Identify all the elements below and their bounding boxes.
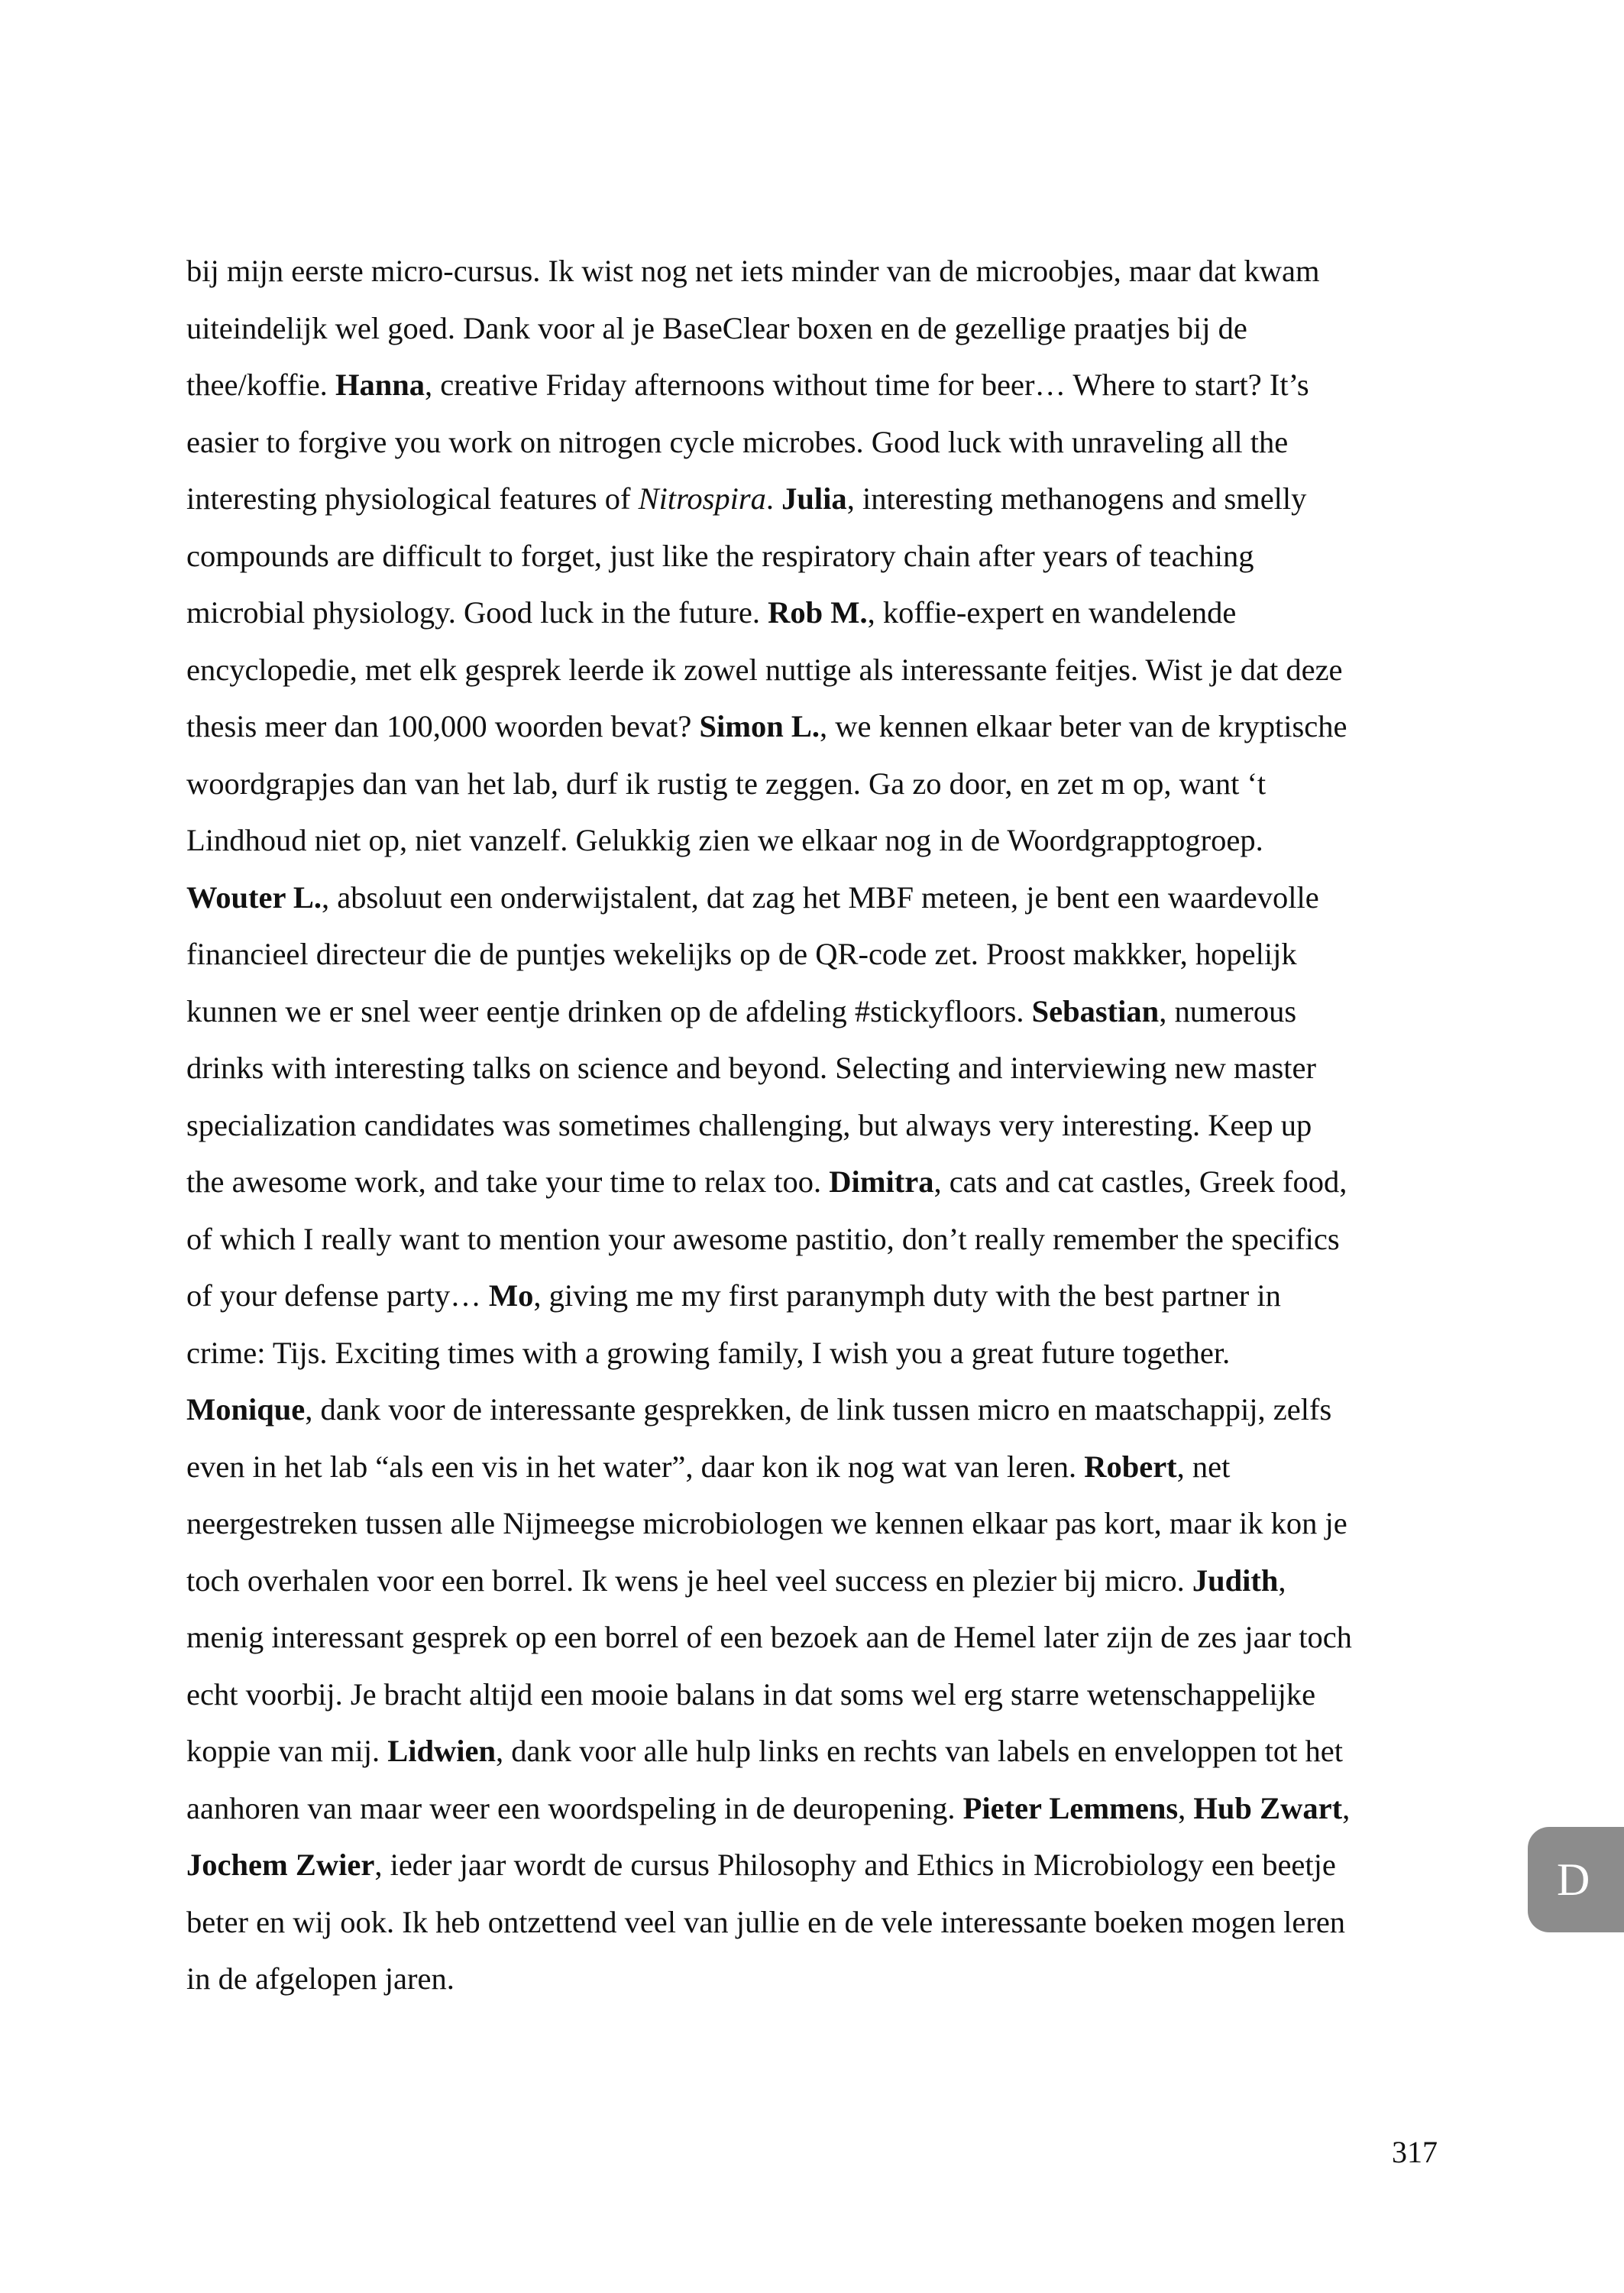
text-segment: , dank voor de interessante gesprekken, de link tussen micro en maatschappij, zelfs <box>305 1392 1332 1427</box>
text-segment: , numerous <box>1159 993 1297 1028</box>
text-segment: , interesting methanogens and smelly <box>846 481 1307 516</box>
text-line <box>186 243 1439 300</box>
text-segment: beter en wij ook. Ik heb ontzettend veel van jullie en de vele interessante boeken mogen leren <box>186 1904 1346 1939</box>
text-segment: in de afgelopen jaren. <box>186 1961 455 1996</box>
person-name: Sebastian <box>1031 993 1160 1028</box>
text-line <box>186 926 1439 983</box>
text-line <box>186 1951 1439 2008</box>
text-segment: kunnen we er snel weer eentje drinken op de afdeling #stickyfloors. <box>186 993 1032 1028</box>
person-name: Lidwien <box>387 1734 497 1768</box>
text-line <box>186 983 1439 1041</box>
text-segment: aanhoren van maar weer een woordspeling in de deuropening. <box>186 1790 963 1825</box>
person-name: Pieter Lemmens <box>962 1790 1179 1825</box>
person-name: Dimitra <box>829 1164 934 1199</box>
text-segment: Lindhoud niet op, niet vanzelf. Gelukkig zien we elkaar nog in de Woordgrapptogroep. <box>186 823 1263 857</box>
text-line <box>186 756 1439 813</box>
text-line <box>186 300 1439 358</box>
text-line <box>186 812 1439 870</box>
text-line <box>186 1780 1439 1838</box>
text-segment: bij mijn eerste micro-cursus. Ik wist nog net iets minder van de microobjes, maar dat kwam <box>186 254 1320 288</box>
text-segment: , ieder jaar wordt de cursus Philosophy and Ethics in Microbiology een beetje <box>374 1848 1336 1882</box>
text-line <box>186 1040 1439 1097</box>
person-name: Judith <box>1192 1563 1279 1598</box>
page-number: 317 <box>1392 2135 1438 2169</box>
chapter-tab <box>1528 1827 1624 1932</box>
text-segment: compounds are difficult to forget, just like the respiratory chain after years of teaching <box>186 538 1254 573</box>
text-line <box>186 642 1439 699</box>
text-segment: of which I really want to mention your awesome pastitio, don’t really remember the specifics <box>186 1221 1340 1256</box>
text-segment: easier to forgive you work on nitrogen cycle microbes. Good luck with unraveling all the <box>186 424 1289 459</box>
chapter-tab-label: D <box>1557 1854 1590 1905</box>
text-line <box>186 698 1439 756</box>
text-line <box>186 1439 1439 1496</box>
text-segment: thesis meer dan 100,000 woorden bevat? <box>186 709 700 743</box>
text-segment: of your defense party… <box>186 1278 489 1313</box>
text-segment: drinks with interesting talks on science and beyond. Selecting and interviewing new master <box>186 1051 1317 1085</box>
text-segment: echt voorbij. Je bracht altijd een mooie balans in dat soms wel erg starre wetenschappelijke <box>186 1676 1316 1712</box>
text-line <box>186 1837 1439 1894</box>
text-segment: menig interessant gesprek op een borrel of een bezoek aan de Hemel later zijn de zes jaar toch <box>186 1620 1352 1654</box>
text-line <box>186 414 1439 471</box>
text-segment: even in het lab “als een vis in het water”, daar kon ik nog wat van leren. <box>186 1449 1085 1484</box>
text-segment: neergestreken tussen alle Nijmeegse microbiologen we kennen elkaar pas kort, maar ik kon je <box>186 1506 1347 1540</box>
text-line <box>186 1894 1439 1951</box>
text-line <box>186 1268 1439 1325</box>
text-segment: toch overhalen voor een borrel. Ik wens je heel veel success en plezier bij micro. <box>186 1563 1192 1598</box>
text-segment: specialization candidates was sometimes challenging, but always very interesting. Keep up <box>186 1107 1312 1142</box>
text-segment: , <box>1178 1790 1194 1825</box>
text-segment: koppie van mij. <box>186 1734 388 1768</box>
text-segment: microbial physiology. Good luck in the future. <box>186 595 768 630</box>
text-segment: , dank voor alle hulp links en rechts van labels en enveloppen tot het <box>496 1734 1343 1768</box>
text-line <box>186 585 1439 642</box>
text-line <box>186 1325 1439 1382</box>
text-segment: , <box>1278 1563 1286 1598</box>
text-segment: , absoluut een onderwijstalent, dat zag het MBF meteen, je bent een waardevolle <box>322 879 1319 915</box>
text-segment: , net <box>1176 1449 1231 1484</box>
text-line <box>186 1381 1439 1439</box>
text-line <box>186 1495 1439 1553</box>
person-name: Monique <box>186 1392 306 1427</box>
person-name: Simon L. <box>699 709 820 743</box>
text-line <box>186 357 1439 414</box>
person-name: Julia <box>781 481 847 516</box>
text-line <box>186 1723 1439 1780</box>
person-name: Hanna <box>335 368 425 402</box>
person-name: Jochem Zwier <box>186 1848 375 1882</box>
text-segment: . <box>765 481 782 516</box>
text-segment: , creative Friday afternoons without time for beer… Where to start? It’s <box>425 368 1309 402</box>
text-line <box>186 870 1439 927</box>
text-line <box>186 1097 1439 1155</box>
person-name: Hub Zwart <box>1193 1790 1343 1825</box>
species-name: Nitrospira <box>638 481 766 516</box>
person-name: Mo <box>488 1278 534 1313</box>
text-segment: , giving me my first paranymph duty with the best partner in <box>533 1278 1281 1313</box>
text-segment: , koffie-expert en wandelende <box>867 595 1237 630</box>
text-line <box>186 1154 1439 1211</box>
text-segment: , <box>1342 1790 1351 1825</box>
text-line <box>186 528 1439 585</box>
text-segment: , we kennen elkaar beter van de kryptische <box>820 709 1347 743</box>
person-name: Wouter L. <box>186 879 322 915</box>
body-text <box>186 243 1439 2008</box>
person-name: Robert <box>1084 1449 1177 1484</box>
text-segment: crime: Tijs. Exciting times with a growing family, I wish you a great future together. <box>186 1335 1231 1370</box>
text-line <box>186 1666 1439 1724</box>
text-line <box>186 1609 1439 1666</box>
text-segment: interesting physiological features of <box>186 481 639 516</box>
text-segment: financieel directeur die de puntjes wekelijks op de QR-code zet. Proost makkker, hopelijk <box>186 937 1297 971</box>
text-segment: uiteindelijk wel goed. Dank voor al je BaseClear boxen en de gezellige praatjes bij de <box>186 310 1247 345</box>
text-segment: woordgrapjes dan van het lab, durf ik rustig te zeggen. Ga zo door, en zet m op, want ‘t <box>186 766 1267 801</box>
text-line <box>186 1553 1439 1610</box>
text-line <box>186 1211 1439 1268</box>
text-line <box>186 471 1439 528</box>
person-name: Rob M. <box>768 595 868 630</box>
text-segment: encyclopedie, met elk gesprek leerde ik zowel nuttige als interessante feitjes. Wist je dat deze <box>186 652 1343 687</box>
text-segment: , cats and cat castles, Greek food, <box>933 1164 1347 1199</box>
text-segment: the awesome work, and take your time to relax too. <box>186 1164 830 1199</box>
text-segment: thee/koffie. <box>186 368 335 402</box>
